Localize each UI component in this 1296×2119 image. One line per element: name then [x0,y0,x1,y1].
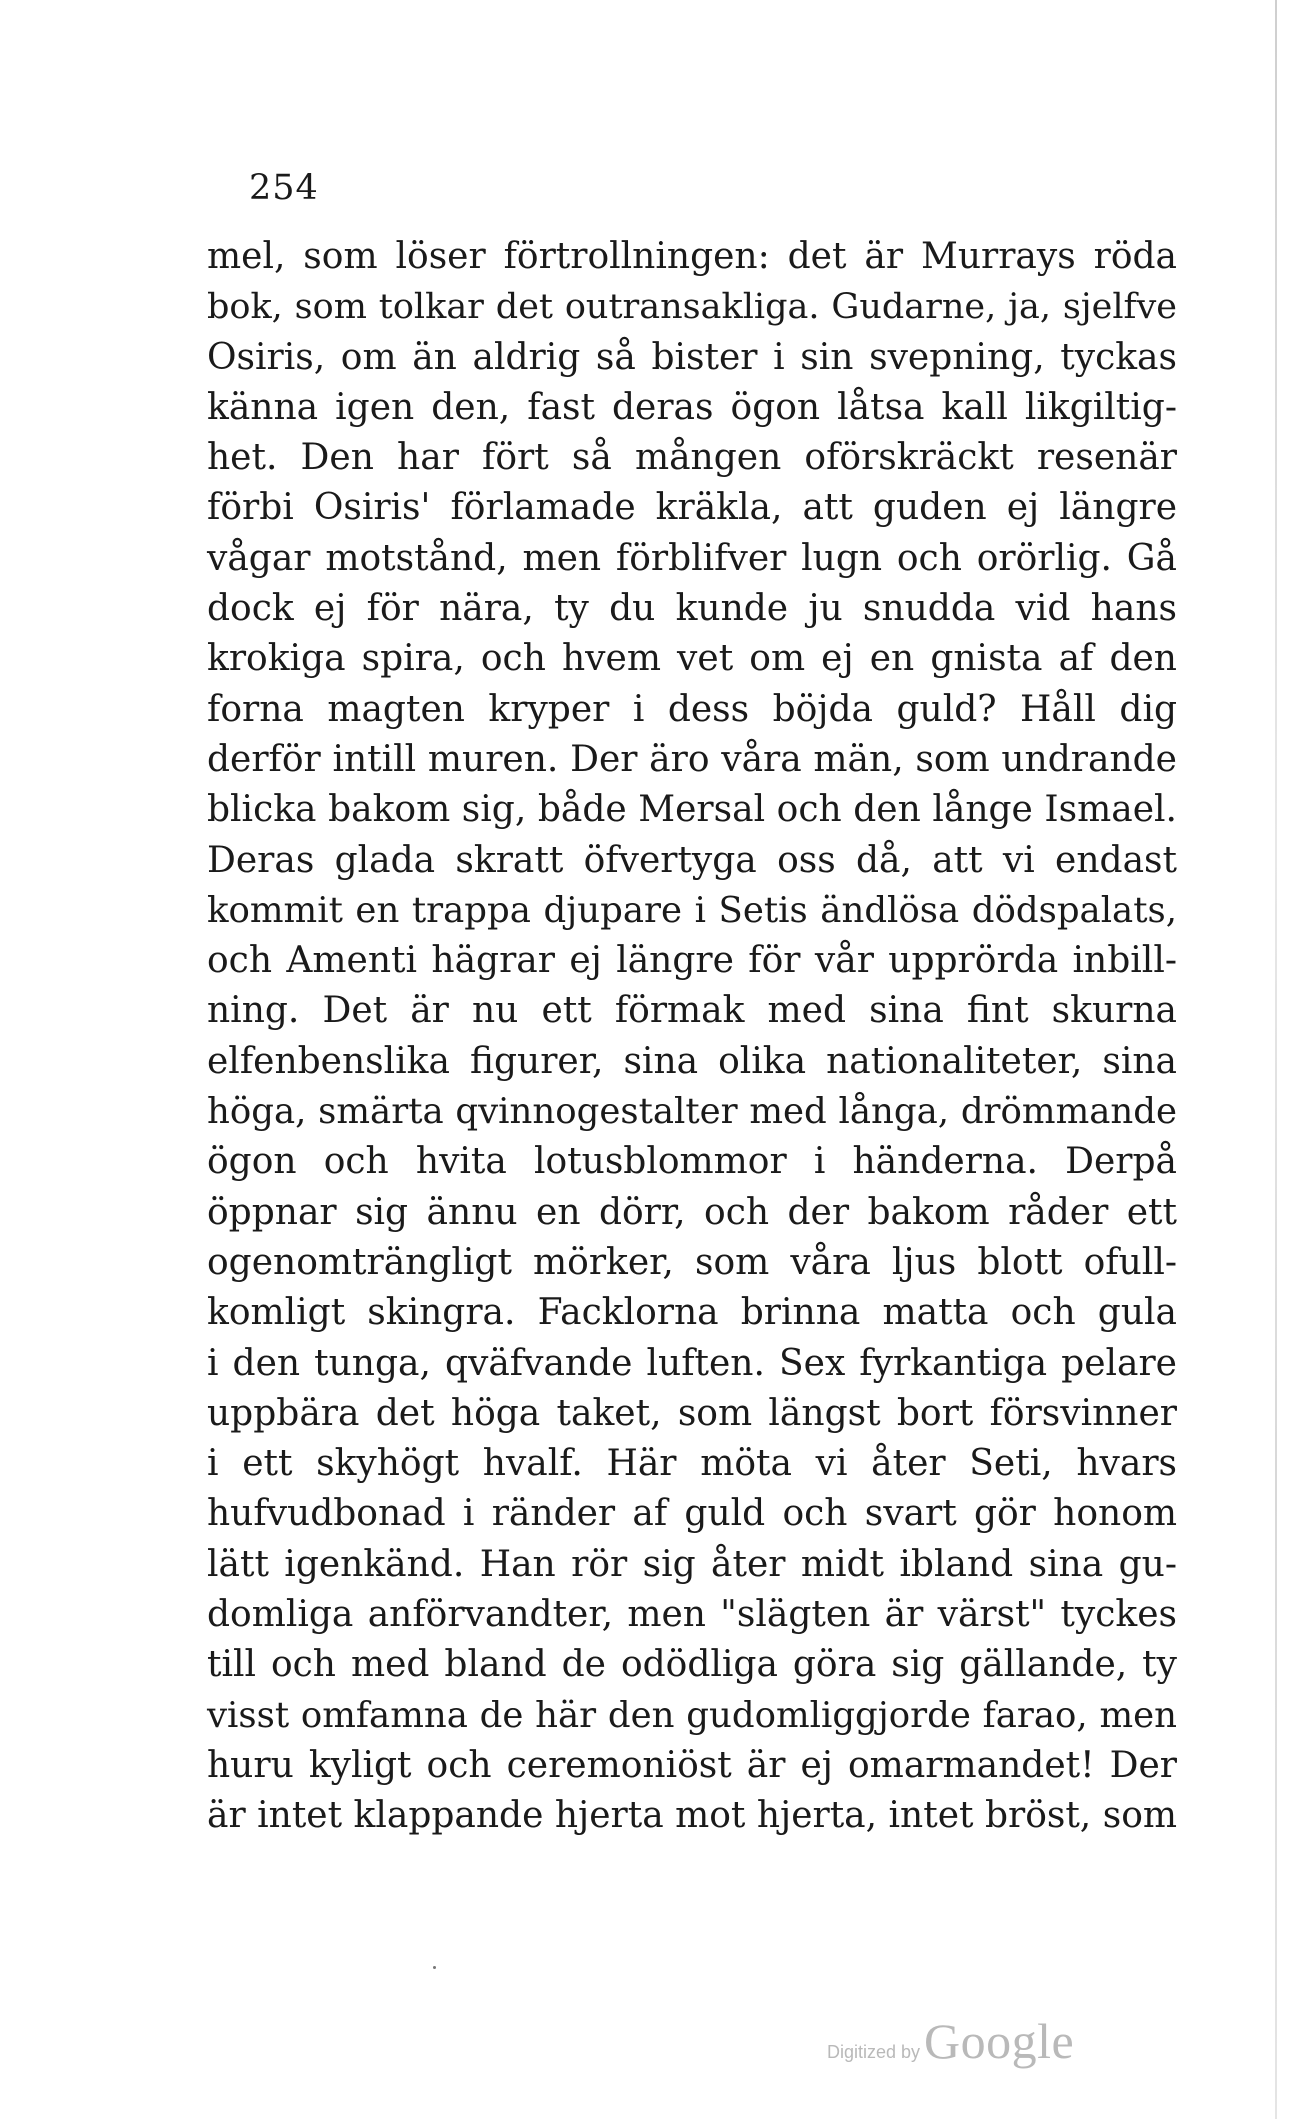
text-line: het. Den har fört så mången oförskräckt resenär [207,437,1177,479]
text-line: huru kyligt och ceremoniöst är ej omarmandet! Der [207,1744,1177,1786]
text-line: visst omfamna de här den gudomliggjorde farao, men [207,1694,1177,1736]
text-line: komligt skingra. Facklorna brinna matta och gula [207,1292,1177,1334]
text-line: dock ej för nära, ty du kunde ju snudda vid hans [207,588,1177,630]
text-line: och Amenti hägrar ej längre för vår upprörda inbill- [207,940,1177,982]
text-line: till och med bland de odödliga göra sig gällande, ty [207,1644,1177,1686]
scan-page-edge [1275,0,1277,2119]
text-line: bok, som tolkar det outransakliga. Gudarne, ja, sjelfve [207,287,1177,328]
ink-speck [433,1966,436,1969]
text-line: lätt igenkänd. Han rör sig åter midt ibland sina gu- [207,1543,1177,1585]
text-line: i den tunga, qväfvande luften. Sex fyrkantiga pelare [207,1342,1177,1384]
text-line: ogenomträngligt mörker, som våra ljus blott ofull- [207,1241,1177,1283]
text-line: Deras glada skratt öfvertyga oss då, att vi endast [207,839,1177,881]
text-line: kommit en trappa djupare i Setis ändlösa dödspalats, [207,889,1177,931]
watermark-prefix: Digitized by [827,2042,921,2062]
text-line: krokiga spira, och hvem vet om ej en gnista af den [207,638,1177,680]
text-line: höga, smärta qvinnogestalter med långa, drömmande [207,1091,1177,1133]
text-line: i ett skyhögt hvalf. Här möta vi åter Seti, hvars [207,1443,1177,1485]
text-line: förbi Osiris' förlamade kräkla, att guden ej längre [207,487,1177,529]
text-line: öppnar sig ännu en dörr, och der bakom råder ett [207,1191,1177,1233]
text-line: derför intill muren. Der äro våra män, som undrande [207,738,1177,780]
google-logo: Google [924,2013,1075,2069]
text-line: ning. Det är nu ett förmak med sina fint skurna [207,990,1177,1032]
text-line: vågar motstånd, men förblifver lugn och orörlig. Gå [207,537,1177,579]
text-line: ögon och hvita lotusblommor i händerna. Derpå [207,1141,1177,1183]
text-line: Osiris, om än aldrig så bister i sin svepning, tyckas [207,336,1177,378]
text-line: forna magten kryper i dess böjda guld? Håll dig [207,688,1177,730]
text-line: hufvudbonad i ränder af guld och svart gör honom [207,1493,1177,1535]
text-line: är intet klappande hjerta mot hjerta, intet bröst, som [207,1795,1177,1837]
body-text [207,232,1177,1842]
digitized-by-watermark [827,2012,1074,2070]
text-line: elfenbenslika figurer, sina olika nationaliteter, sina [207,1040,1177,1082]
page-number: 254 [249,168,319,208]
text-line: domliga anförvandter, men "slägten är värst" tyckes [207,1594,1177,1636]
text-line: mel, som löser förtrollningen: det är Murrays röda [207,236,1177,277]
text-line: blicka bakom sig, både Mersal och den långe Ismael. [207,789,1177,831]
text-line: uppbära det höga taket, som längst bort försvinner [207,1392,1177,1434]
text-line: känna igen den, fast deras ögon låtsa kall likgiltig- [207,386,1177,428]
